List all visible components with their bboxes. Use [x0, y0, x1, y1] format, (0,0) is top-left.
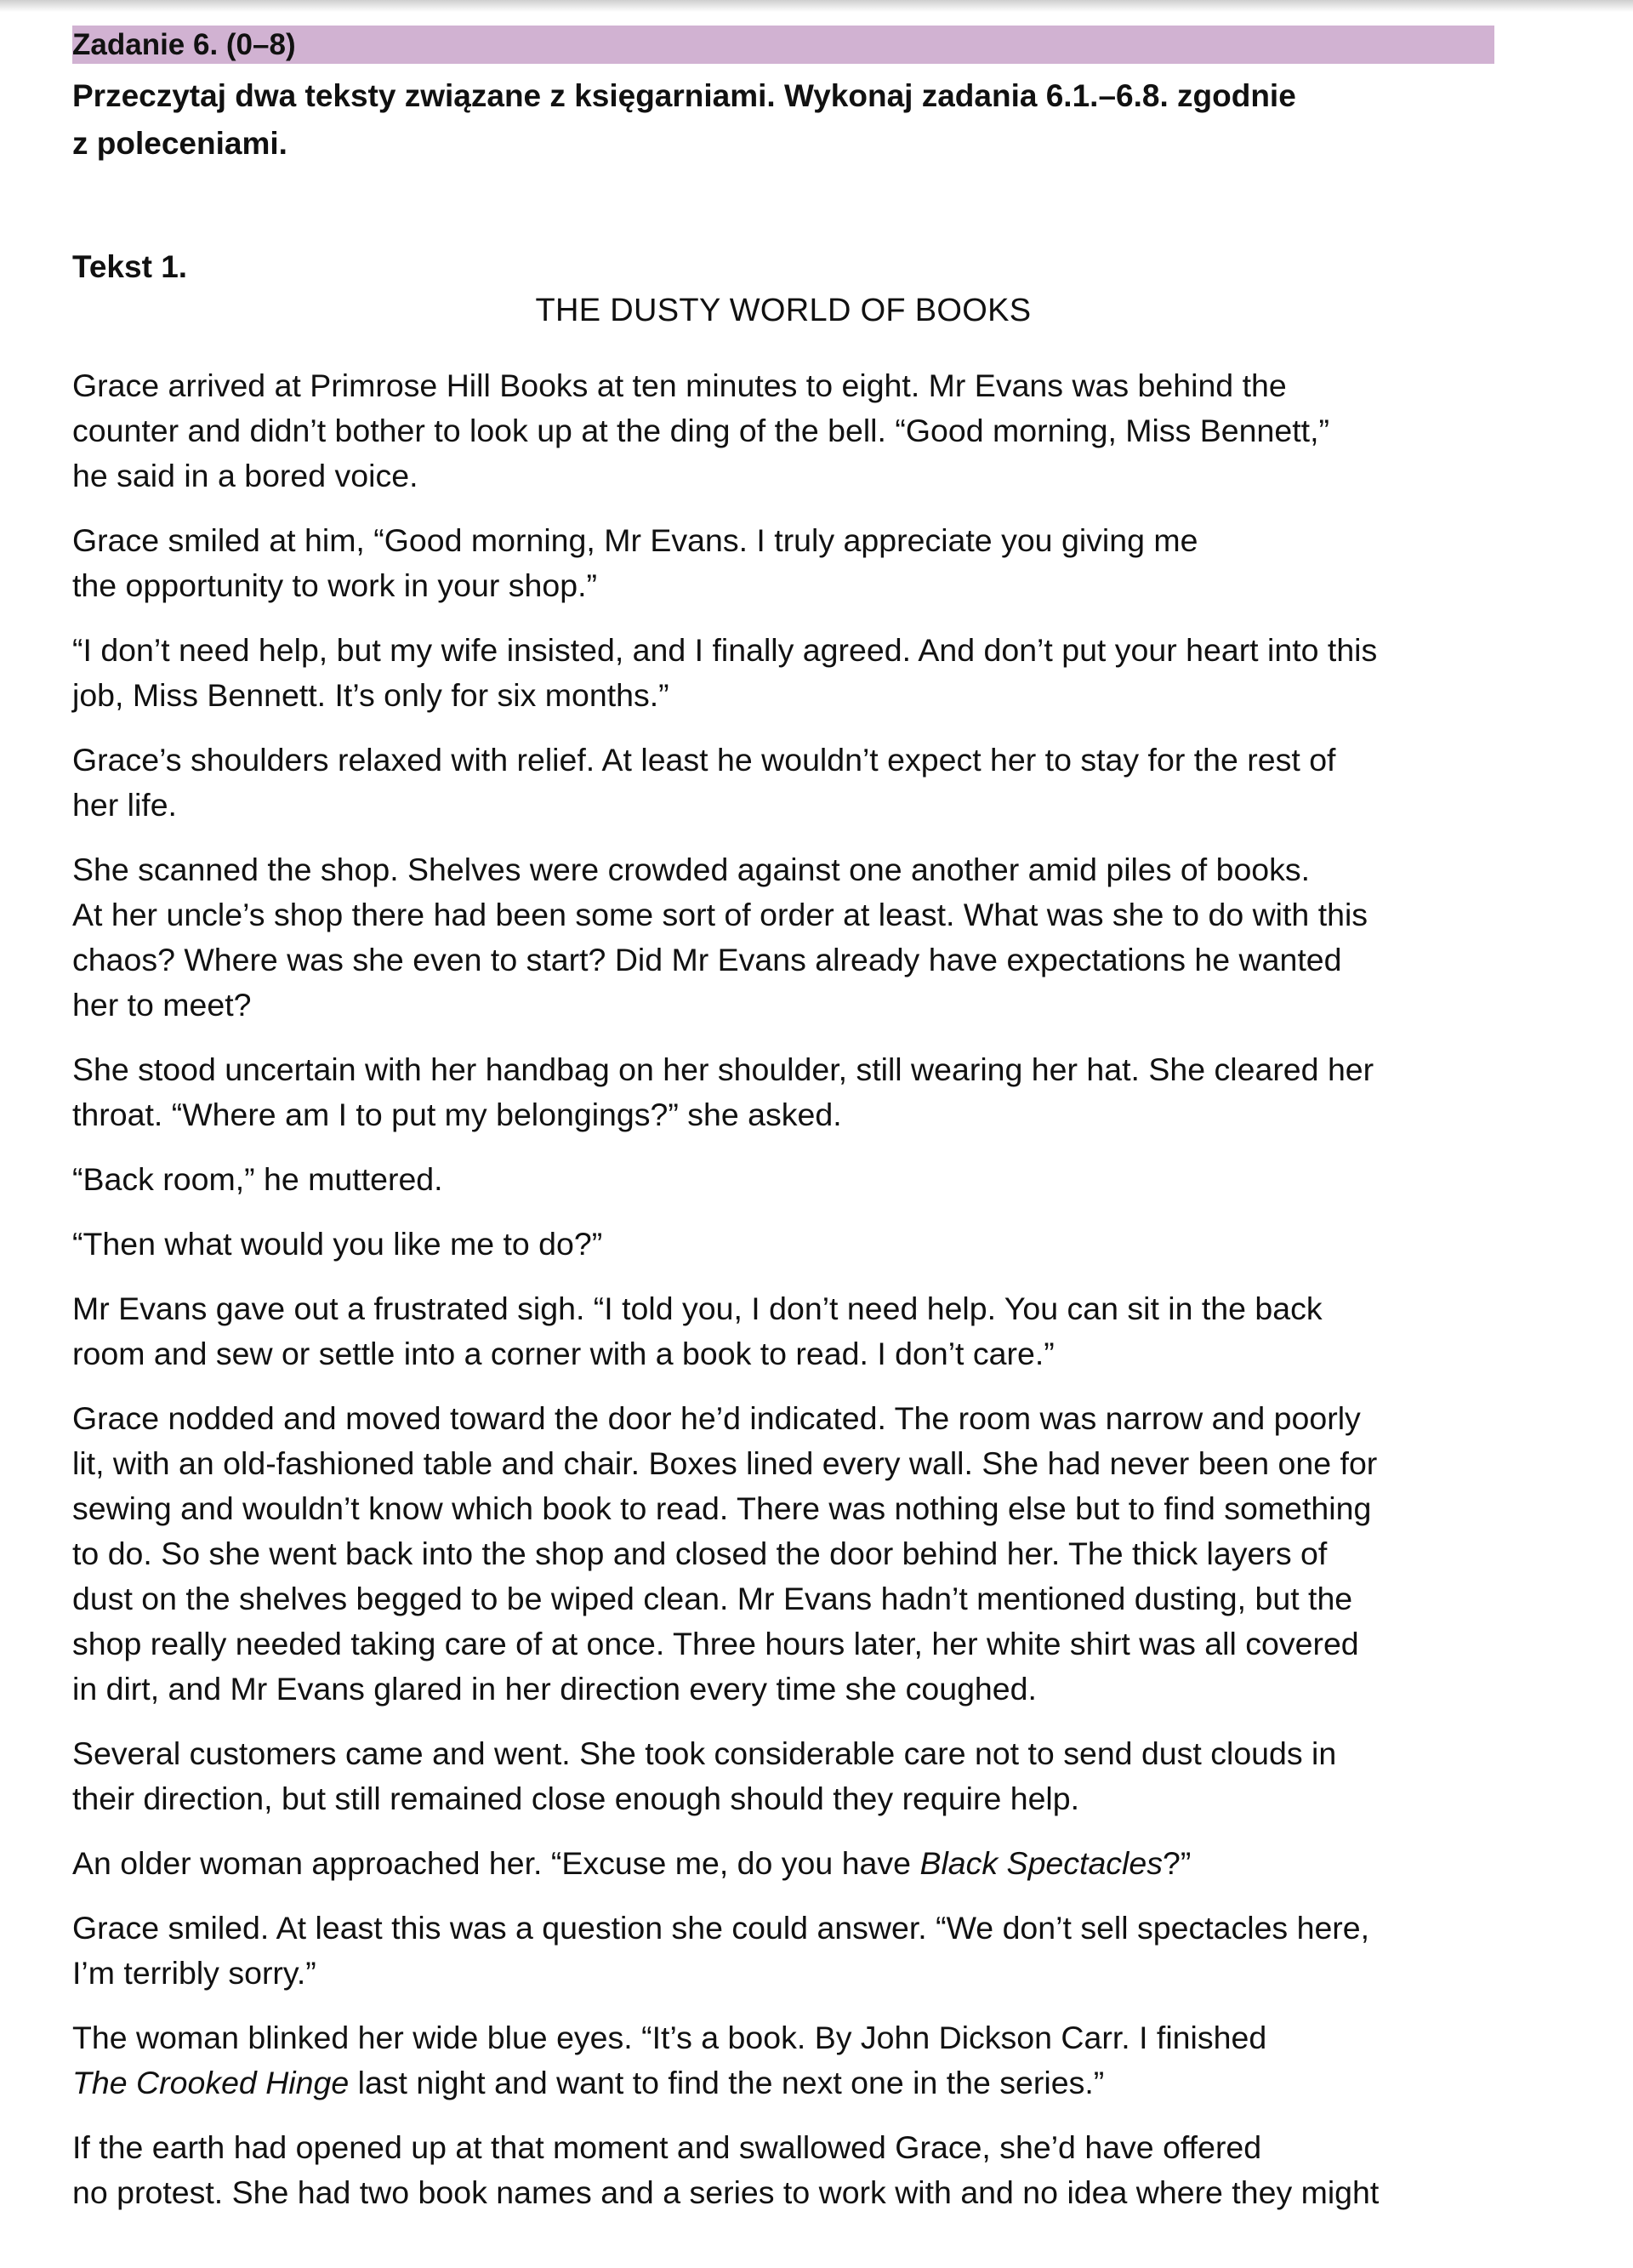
paragraph-line: shop really needed taking care of at once. Three hours later, her white shirt was all covered — [72, 1626, 1359, 1661]
paragraph-line: I’m terribly sorry.” — [72, 1955, 316, 1991]
paragraph — [72, 1906, 1501, 1996]
text-label: Tekst 1. — [72, 249, 188, 284]
paragraph-line: job, Miss Bennett. It’s only for six months.” — [72, 677, 669, 713]
paragraph-line: The Crooked Hinge last night and want to find the next one in the series.” — [72, 2065, 1105, 2100]
paragraph — [72, 847, 1501, 1028]
paragraph-line: She scanned the shop. Shelves were crowded against one another amid piles of books. — [72, 852, 1311, 887]
paragraph — [72, 1286, 1501, 1376]
paragraph — [72, 738, 1501, 828]
paragraph-line: lit, with an old-fashioned table and chair. Boxes lined every wall. She had never been one for — [72, 1445, 1378, 1481]
text-body-tail — [72, 1841, 1501, 2215]
task-header-bar — [72, 26, 1494, 64]
paragraph-line: their direction, but still remained close enough should they require help. — [72, 1781, 1080, 1816]
book-title: Black Spectacles — [919, 1845, 1163, 1881]
paragraph — [72, 518, 1501, 608]
paragraph-line: Mr Evans gave out a frustrated sigh. “I told you, I don’t need help. You can sit in the back — [72, 1291, 1323, 1326]
paragraph-line: her life. — [72, 787, 177, 823]
paragraph-line: room and sew or settle into a corner with a book to read. I don’t care.” — [72, 1336, 1055, 1371]
text-title: THE DUSTY WORLD OF BOOKS — [535, 293, 1032, 328]
paragraph-line: he said in a bored voice. — [72, 458, 418, 493]
paragraph — [72, 363, 1501, 499]
task-label: Zadanie 6. (0–8) — [72, 27, 296, 61]
paragraph-line: She stood uncertain with her handbag on her shoulder, still wearing her hat. She cleared her — [72, 1051, 1374, 1087]
book-title: The Crooked Hinge — [72, 2065, 350, 2100]
paragraph-line: Grace arrived at Primrose Hill Books at ten minutes to eight. Mr Evans was behind the — [72, 368, 1287, 403]
paragraph-line: “Back room,” he muttered. — [72, 1161, 443, 1197]
paragraph-line: Grace’s shoulders relaxed with relief. At least he wouldn’t expect her to stay for the rest of — [72, 742, 1336, 778]
paragraph-line: Grace smiled at him, “Good morning, Mr Evans. I truly appreciate you giving me — [72, 522, 1198, 558]
paragraph — [72, 1047, 1501, 1137]
instruction-line: Przeczytaj dwa teksty związane z księgarniami. Wykonaj zadania 6.1.–6.8. zgodnie — [72, 78, 1296, 113]
paragraph-line: the opportunity to work in your shop.” — [72, 567, 597, 603]
paragraph-line: The woman blinked her wide blue eyes. “It’s a book. By John Dickson Carr. I finished — [72, 2020, 1267, 2055]
paragraph-line: her to meet? — [72, 987, 252, 1023]
paragraph — [72, 1841, 1501, 1886]
paragraph — [72, 2125, 1501, 2215]
paragraph — [72, 1396, 1501, 1712]
instruction-line: z poleceniami. — [72, 126, 287, 161]
paragraph-line: sewing and wouldn’t know which book to read. There was nothing else but to find something — [72, 1490, 1372, 1526]
paragraph-line: throat. “Where am I to put my belongings?” she asked. — [72, 1097, 842, 1132]
paragraph-line: At her uncle’s shop there had been some sort of order at least. What was she to do with this — [72, 897, 1368, 932]
paragraph-line: chaos? Where was she even to start? Did Mr Evans already have expectations he wanted — [72, 942, 1342, 977]
paragraph — [72, 2015, 1501, 2106]
paragraph-line: Grace nodded and moved toward the door he’d indicated. The room was narrow and poorly — [72, 1400, 1361, 1436]
paragraph-line: “Then what would you like me to do?” — [72, 1226, 603, 1262]
paragraph — [72, 1222, 1501, 1267]
paragraph-line: An older woman approached her. “Excuse me, do you have Black Spectacles?” — [72, 1845, 1192, 1881]
paragraph-line: Several customers came and went. She took considerable care not to send dust clouds in — [72, 1735, 1337, 1771]
paragraph-line: dust on the shelves begged to be wiped clean. Mr Evans hadn’t mentioned dusting, but the — [72, 1581, 1353, 1616]
page-top-shadow — [0, 0, 1633, 12]
paragraph-line: Grace smiled. At least this was a question she could answer. “We don’t sell spectacles here, — [72, 1910, 1370, 1946]
paragraph — [72, 1157, 1501, 1202]
paragraph-line: no protest. She had two book names and a series to work with and no idea where they might — [72, 2174, 1380, 2210]
text-body — [72, 363, 1501, 1821]
paragraph-line: If the earth had opened up at that moment and swallowed Grace, she’d have offered — [72, 2129, 1262, 2165]
task-instruction — [72, 72, 1467, 168]
paragraph — [72, 1731, 1501, 1821]
paragraph-line: counter and didn’t bother to look up at the ding of the bell. “Good morning, Miss Bennett,” — [72, 413, 1329, 448]
paragraph-line: “I don’t need help, but my wife insisted, and I finally agreed. And don’t put your heart into this — [72, 632, 1378, 668]
paragraph-line: to do. So she went back into the shop and closed the door behind her. The thick layers of — [72, 1536, 1328, 1571]
exam-page — [72, 26, 1501, 2235]
paragraph-line: in dirt, and Mr Evans glared in her direction every time she coughed. — [72, 1671, 1037, 1707]
paragraph — [72, 628, 1501, 718]
